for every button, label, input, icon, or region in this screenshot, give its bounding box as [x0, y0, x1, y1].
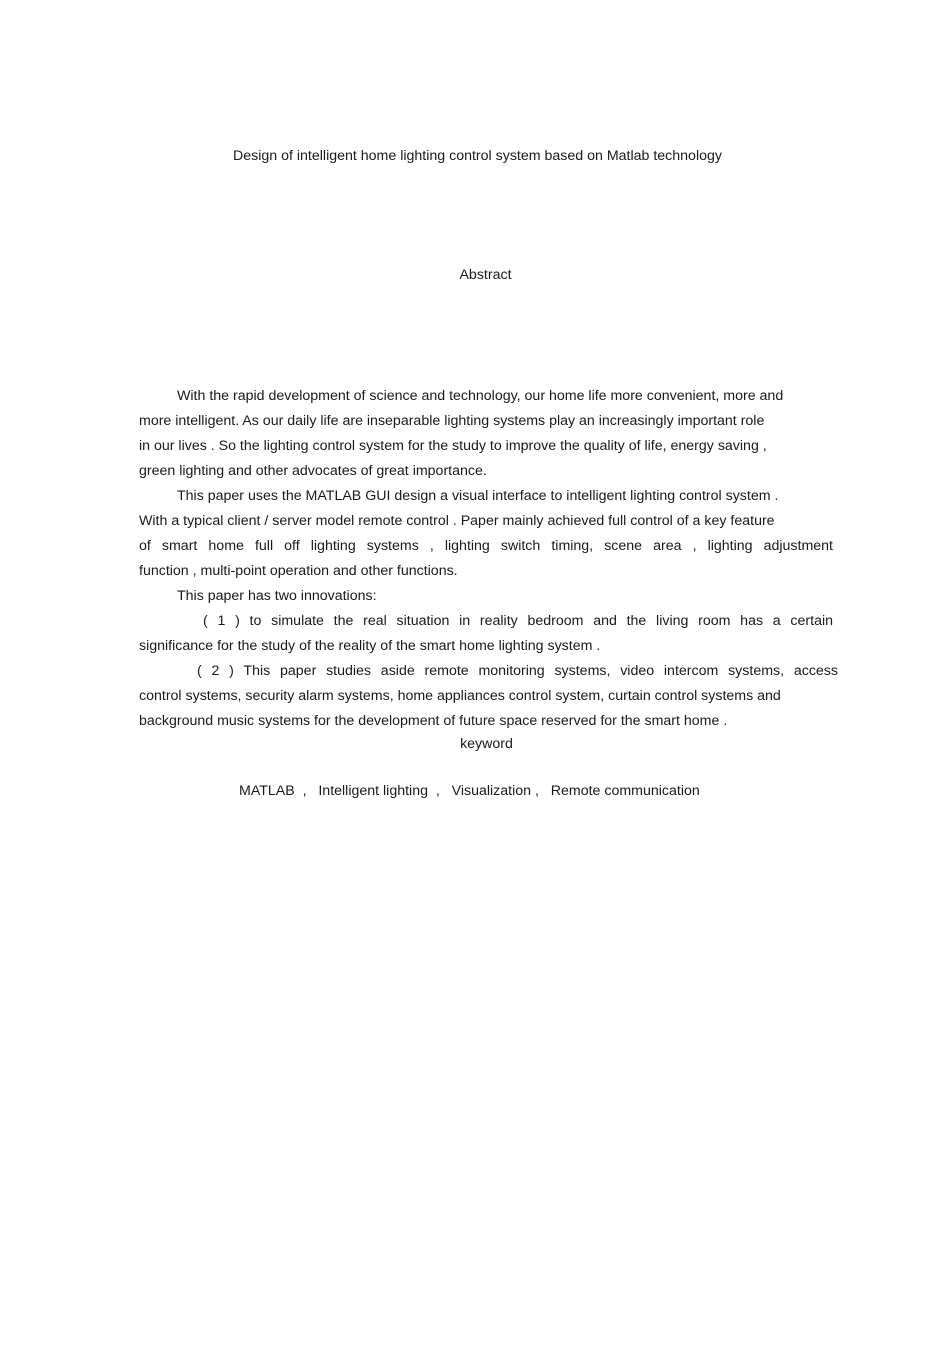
p2-line-2: With a typical client / server model remote control . Paper mainly achieved full control of a key feature	[139, 513, 775, 529]
p3-line-1: This paper has two innovations:	[177, 588, 377, 604]
p5-line-3: background music systems for the development of future space reserved for the smart home .	[139, 713, 728, 729]
abstract-body	[139, 384, 839, 734]
p4-line-1: ( 1 ) to simulate the real situation in reality bedroom and the living room has a certain	[203, 613, 833, 629]
keyword-heading: keyword	[460, 736, 513, 752]
p1-line-2: more intelligent. As our daily life are inseparable lighting systems play an increasingly important role	[139, 413, 765, 429]
p2-line-1: This paper uses the MATLAB GUI design a visual interface to intelligent lighting control system .	[177, 488, 779, 504]
p5-line-2: control systems, security alarm systems, home appliances control system, curtain control systems and	[139, 688, 781, 704]
paper-title: Design of intelligent home lighting control system based on Matlab technology	[233, 148, 722, 164]
keywords-list: MATLAB , Intelligent lighting , Visualization , Remote communication	[239, 783, 700, 799]
p5-line-1: ( 2 ) This paper studies aside remote monitoring systems, video intercom systems, access	[197, 663, 838, 679]
abstract-heading: Abstract	[459, 267, 512, 283]
p4-line-2: significance for the study of the reality of the smart home lighting system .	[139, 638, 601, 654]
p1-line-3: in our lives . So the lighting control system for the study to improve the quality of life, energy saving ,	[139, 438, 767, 454]
p1-line-4: green lighting and other advocates of great importance.	[139, 463, 487, 479]
p2-line-3: of smart home full off lighting systems , lighting switch timing, scene area , lighting adjustment	[139, 538, 833, 554]
p2-line-4: function , multi-point operation and other functions.	[139, 563, 458, 579]
p1-line-1: With the rapid development of science and technology, our home life more convenient, more and	[177, 388, 784, 404]
